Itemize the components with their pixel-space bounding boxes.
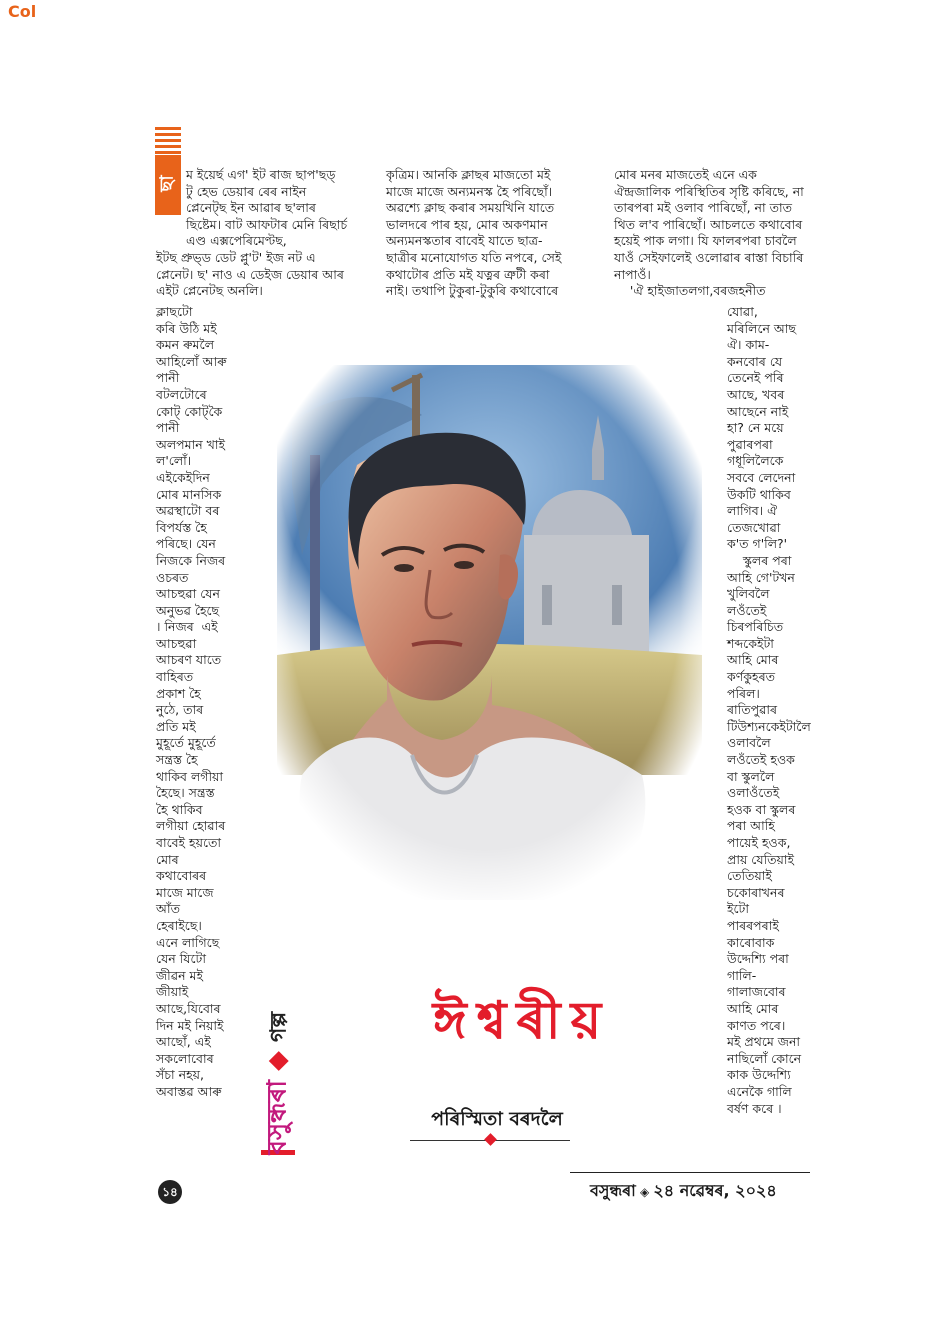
col1-narrow-line: জীৱন মই <box>156 967 203 983</box>
corner-label: Col <box>8 2 37 21</box>
col1-narrow-line: অৱস্থাটো বৰ <box>156 503 220 519</box>
portrait-painting-icon <box>262 355 707 910</box>
col1-narrow-line: সন্ত্ৰস্ত হৈ <box>156 752 198 768</box>
col1-narrow-line: । নিজৰ এই <box>156 619 218 635</box>
col3-narrow-line: গালাজবোৰ <box>727 984 786 1000</box>
col1-narrow-line: ক্লাছটো <box>156 304 193 319</box>
col1-narrow-line: পানী <box>156 370 180 386</box>
vertical-brand-block <box>258 1000 298 1170</box>
story-title: ঈশ্বৰীয় <box>432 991 612 1051</box>
col3-narrow-line: চিৰপৰিচিত <box>727 619 784 635</box>
dropcap-stripes <box>155 127 181 155</box>
vertical-brand-name: বসুন্ধৰা <box>262 1080 293 1155</box>
col3-line-3: থিত ল'ব পাৰিছোঁ। আচলতে কথাবোৰ <box>614 216 803 232</box>
col3-narrow-line: বৰ্ষণ কৰে । <box>727 1100 782 1116</box>
footer-publication: বসুন্ধৰা <box>590 1181 636 1200</box>
col1-narrow-line: আহিলোঁ আৰু <box>156 353 227 369</box>
col3-narrow-line: পায়েই হওক, <box>727 835 791 850</box>
col1-line-5: ইটছ প্ৰুভ্ড ডেট প্লু'ট' ইজ নট এ <box>156 249 316 265</box>
col1-narrow-line: অনুভৱ হৈছে <box>156 602 220 618</box>
col1-narrow-line: প্ৰতি মই <box>156 718 196 734</box>
col1-narrow-line: দিন মই নিয়াই <box>156 1017 224 1033</box>
col3-line-0: মোৰ মনৰ মাজতেই এনে এক <box>614 167 757 182</box>
col3-narrow-line: পৰিল। <box>727 685 760 701</box>
col1-narrow-line: অলপমান খাই <box>156 436 225 452</box>
footer-rule <box>570 1172 810 1173</box>
col3-narrow-line: সববে লেদেনা <box>727 469 796 485</box>
col1-narrow-line: ল'লোঁ। <box>156 453 192 469</box>
col3-narrow-line: স্কুলৰ পৰা <box>727 552 792 568</box>
col1-narrow-line: বাহিৰত <box>156 669 194 685</box>
author-name: পৰিস্মিতা বৰদলৈ <box>431 1108 563 1130</box>
col3-narrow-line: ঐ। কাম- <box>727 337 770 353</box>
col3-narrow-line: শব্দকেইটা <box>727 635 774 651</box>
col1-narrow-line: এনে লাগিছে <box>156 934 220 950</box>
col3-narrow-line: উদ্দেশ্যি পৰা <box>727 951 789 967</box>
col2-line-5: ছাত্ৰীৰ মনোযোগত যতি নপৰে, সেই <box>386 249 562 265</box>
col1-narrow-line: এইকেইদিন <box>156 469 210 485</box>
col3-narrow-line: কনবোৰ যে <box>727 353 783 369</box>
col1-narrow-line: ওচৰত <box>156 569 189 585</box>
col1-line-3: ছিষ্টেম। বাট আফটাৰ মেনি ৰিছাৰ্চ <box>186 216 348 232</box>
col3-narrow-line: লাগিব। ঐ <box>727 503 778 519</box>
col3-narrow-line: মই প্ৰথমে জনা <box>727 1034 801 1050</box>
col1-narrow-line: লগীয়া হোৱাৰ <box>156 818 226 834</box>
col3-narrow-line: গধূলিলৈকে <box>727 453 784 469</box>
col1-narrow-line: কোট্‌ কোট্‌কৈ <box>156 403 223 419</box>
col3-narrow-line: ওলাবলৈ <box>727 735 771 751</box>
col3-narrow-line: চকোৰাখনৰ <box>727 884 785 900</box>
col1-narrow-line: আঁত <box>156 901 180 917</box>
col2-line-0: কৃত্ৰিম। আনকি ক্লাছৰ মাজতো মই <box>386 167 551 182</box>
col3-line-6: নাপাওঁ। <box>614 266 651 282</box>
col3-narrow-line: পাৰৰপৰাই <box>727 917 779 933</box>
col3-narrow-line: বা স্কুললৈ <box>727 768 775 784</box>
col1-narrow-line: কৰি উঠি মই <box>156 320 217 336</box>
col1-line-7: এইট প্লেনেটছ অনলি। <box>156 283 263 299</box>
footer-date: ২৪ নৱেম্বৰ, ২০২৪ <box>653 1181 777 1200</box>
column-3-top <box>614 167 814 300</box>
col1-line-1: টু হেভ ডেয়াৰ ৰেৰ নাইন <box>186 183 307 199</box>
col1-narrow-line: জীয়াই <box>156 984 189 1000</box>
col1-line-0: ম ইয়ের্ছ এগ' ইট ৰাজ ছাপ'ছড্ <box>186 167 336 182</box>
col3-narrow-line: যোৱা, <box>727 304 758 319</box>
col3-narrow-line: ৰাতিপুৱাৰ <box>727 702 778 718</box>
col3-narrow-line: মৰিলিনে আছ <box>727 320 797 336</box>
col3-line-2: তাৰপৰা মই ওলাব পাৰিছোঁ, না তাত <box>614 200 792 216</box>
col3-narrow-line: ক'ত গ'লি?' <box>727 536 788 552</box>
col1-narrow-line: যেন যিটো <box>156 951 206 967</box>
col3-narrow-line: আহি গে'টখন <box>727 569 795 585</box>
vertical-section-name: গল্প <box>266 1011 292 1042</box>
col3-narrow-line: তেনেই পৰি <box>727 370 784 386</box>
footer-info <box>590 1178 777 1205</box>
col1-line-6: প্লেনেট। ছ' নাও এ ডেইজ ডেয়াৰ আৰ <box>156 266 344 282</box>
col3-narrow-line: কাক উদ্দেশ্যি <box>727 1067 791 1083</box>
col3-narrow-line: ওলাওঁতেই <box>727 785 780 801</box>
col3-narrow-line: এনেকৈ গালি <box>727 1083 792 1099</box>
col3-narrow-line: আহি মোৰ <box>727 652 779 668</box>
col1-narrow-line: বাবেই হয়তো <box>156 835 221 850</box>
col1-narrow-line: অবাস্তৱ আৰু <box>156 1083 222 1099</box>
col3-narrow-line: উকটি থাকিব <box>727 486 791 502</box>
column-1-top <box>156 167 376 300</box>
col1-narrow-line: কমন ৰুমলৈ <box>156 337 215 353</box>
col1-narrow-line: প্ৰকাশ হৈ <box>156 685 201 701</box>
col3-narrow-line: হা? নে ময়ে <box>727 420 784 436</box>
col3-narrow-line: প্ৰায় যেতিয়াই <box>727 851 795 867</box>
col3-narrow-line: খুলিবলৈ <box>727 586 770 602</box>
col3-narrow-line: টিউশ্যনকেইটালৈ <box>727 718 811 734</box>
col3-narrow-line: হওক বা স্কুলৰ <box>727 801 796 817</box>
col2-line-4: অন্যমনস্কতাৰ বাবেই যাতে ছাত্ৰ- <box>386 233 543 249</box>
col3-line-5: যাওঁ সেইফালেই ওলোৱাৰ ৰাস্তা বিচাৰি <box>614 249 804 265</box>
col3-narrow-line: আছে, খবৰ <box>727 386 785 402</box>
col1-narrow-line: সকলোবোৰ <box>156 1050 214 1066</box>
col1-narrow-line: আচহুৱা যেন <box>156 586 220 602</box>
col1-narrow-line: মোৰ মানসিক <box>156 486 222 502</box>
col1-narrow-line: সঁচা নহয়, <box>156 1067 204 1083</box>
col1-narrow-line: মাজে মাজে <box>156 884 214 900</box>
col1-line-2: প্লেনেট্ছ ইন আৱাৰ ছ'লাৰ <box>186 200 316 216</box>
col1-narrow-line: হৈ থাকিব <box>156 801 203 817</box>
col3-narrow-line: লওঁতেই হওক <box>727 752 795 768</box>
col1-narrow-line: আচহুৱা <box>156 635 197 651</box>
col1-narrow-line: পৰিছে। যেন <box>156 536 216 552</box>
col1-narrow-line: আছে,যিবোৰ <box>156 1000 221 1016</box>
col1-narrow-line: হেৰাইছে। <box>156 917 202 933</box>
col2-line-2: অৱশ্যে ক্লাছ কৰাৰ সময়খিনি যাতে <box>386 200 555 216</box>
footer-diamond-icon: ◈ <box>635 1185 654 1199</box>
col3-line-1: ঐন্দ্ৰজালিক পৰিস্থিতিৰ সৃষ্টি কৰিছে, না <box>614 183 804 199</box>
col3-line-4: হয়েই পাক লগা। যি ফালৰপৰা চাবলৈ <box>614 233 797 249</box>
col1-narrow-line: থাকিব লগীয়া <box>156 768 224 784</box>
col1-narrow-line: বটলটোৰে <box>156 386 207 402</box>
col1-narrow-line: কথাবোৰৰ <box>156 868 207 884</box>
col1-narrow-line: আছোঁ, এই <box>156 1034 211 1050</box>
col1-narrow-line: হৈছে। সন্ত্ৰস্ত <box>156 785 215 801</box>
col2-line-7: নাই। তথাপি টুকুৰা-টুকুৰি কথাবোৰে <box>386 283 559 299</box>
page-number: ১৪ <box>158 1180 182 1204</box>
col2-line-1: মাজে মাজে অন্যমনস্ক হৈ পৰিছোঁ। <box>386 183 553 199</box>
col1-narrow-line: নিজকে নিজৰ <box>156 552 226 568</box>
vertical-brand: বসুন্ধৰা ◆ গল্প <box>262 1011 293 1155</box>
col3-narrow-line: কাণত পৰে। <box>727 1017 786 1033</box>
col3-narrow-line: পুৱাৰপৰা <box>727 436 773 452</box>
col1-narrow-line: বিপৰ্যস্ত হৈ <box>156 519 207 535</box>
col3-narrow-line: ইটো <box>727 901 749 917</box>
col3-narrow-line: পৰা আহি <box>727 818 775 834</box>
col1-narrow-line: আচৰণ যাতে <box>156 652 222 668</box>
col3-narrow-line: কাৰোবাক <box>727 934 775 950</box>
col1-narrow-line: পানী <box>156 420 180 436</box>
portrait-illustration <box>262 355 707 910</box>
col3-narrow-line: লওঁতেই <box>727 602 767 618</box>
col3-narrow-line: কৰ্ণকুহৰত <box>727 669 776 685</box>
col3-narrow-line: তেজখোৱা <box>727 519 781 535</box>
col1-narrow-line: নুঠে, তাৰ <box>156 702 204 718</box>
col1-narrow-line: মুহূৰ্তে মুহূৰ্তে <box>156 735 216 751</box>
col2-line-6: কথাটোৰ প্ৰতি মই যত্নৰ ত্ৰুটী কৰা <box>386 266 550 282</box>
col1-line-4: এণ্ড এক্সপেৰিমেণ্টছ, <box>186 233 287 249</box>
col3-narrow-line: নাছিলোঁ কোনে <box>727 1050 802 1066</box>
col3-narrow-line: আছেনে নাই <box>727 403 789 419</box>
col3-narrow-line: গালি- <box>727 967 757 983</box>
col2-line-3: ভালদৰে পাৰ হয়, মোৰ অকণমান <box>386 216 548 232</box>
column-1-narrow <box>156 304 256 1101</box>
column-2 <box>386 167 596 300</box>
col3-line-7: 'ঐ হাইজাতলগা,বৰজহনীত <box>614 283 766 299</box>
col3-narrow-line: তেতিয়াই <box>727 868 772 884</box>
dropcap-letter: ছা <box>156 175 178 192</box>
col3-narrow-line: আহি মোৰ <box>727 1000 779 1016</box>
column-3-narrow <box>727 304 827 1117</box>
col1-narrow-line: মোৰ <box>156 851 179 867</box>
